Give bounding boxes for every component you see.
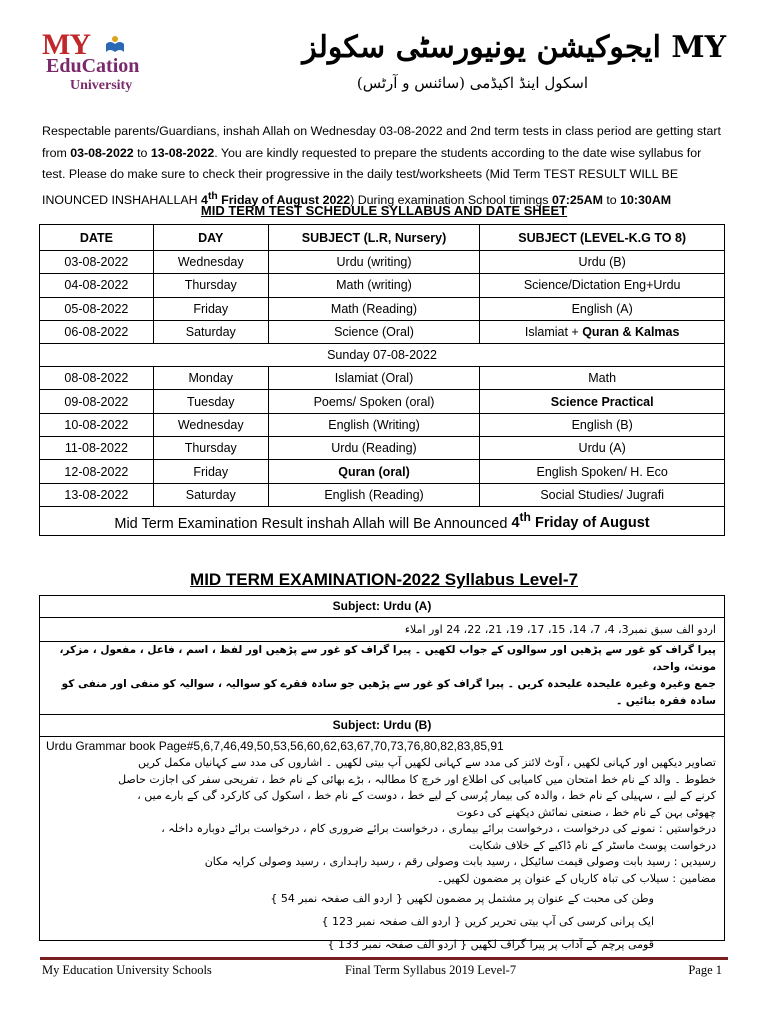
subject-cell: Science (Oral) [268,320,480,343]
table-row [40,274,725,297]
urdu-b-line: مضامین : سیلاب کی تباہ کاریاں کے عنوان پر مضمون لکھیں۔ [436,871,716,885]
urdu-school-subtitle: اسکول اینڈ اکیڈمی (سائنس و آرٹس) [356,74,588,92]
subject-cell: Math (Reading) [268,297,480,320]
subject-cell: Urdu (Reading) [268,437,480,460]
date-cell: 11-08-2022 [40,437,154,460]
footer-school-name: My Education University Schools [42,963,212,977]
header-subject-kg8: SUBJECT (LEVEL-K.G TO 8) [480,225,725,251]
header-date: DATE [40,225,154,251]
date-cell: 04-08-2022 [40,274,154,297]
urdu-b-line: چھوٹی بہن کے نام خط ، صنعتی نمائش دیکھنے کی دعوت [456,805,716,819]
subject-cell: Islamiat + Quran & Kalmas [480,320,725,343]
date-cell: 09-08-2022 [40,390,154,413]
subject-cell: Math (writing) [268,274,480,297]
urdu-a-lessons: اردو الف سبق نمبر3، 4، 7، 14، 15، 17، 19، 21، 22، 24 اور املاء [40,621,724,642]
table-row [40,483,725,506]
syllabus-table [39,595,725,951]
subject-cell: Urdu (A) [480,437,725,460]
day-cell: Friday [153,297,268,320]
subject-cell: Social Studies/ Jugrafi [480,483,725,506]
table-row [40,413,725,436]
day-cell: Thursday [153,437,268,460]
result-row [40,506,725,535]
urdu-b-content [40,737,724,956]
day-cell: Saturday [153,320,268,343]
table-header-row [40,225,725,251]
school-logo [40,28,158,98]
urdu-b-item: وطن کی محبت کے عنوان پر مشتمل پر مضمون لکھیں { اردو الف صفحہ نمبر 54 } [270,892,654,905]
date-cell: 03-08-2022 [40,251,154,274]
footer-divider [40,957,728,960]
logo-text-mid: EduCation [46,55,140,77]
table-row [40,367,725,390]
urdu-a-content [40,618,724,715]
table-row [40,390,725,413]
urdu-school-title: MY ایجوکیشن یونیورسٹی سکولز [302,30,726,65]
day-cell: Monday [153,367,268,390]
date-cell: 10-08-2022 [40,413,154,436]
subject-cell: Poems/ Spoken (oral) [268,390,480,413]
footer-document-title: Final Term Syllabus 2019 Level-7 [345,963,517,977]
date-cell: 05-08-2022 [40,297,154,320]
date-cell: 12-08-2022 [40,460,154,483]
subject-cell: Math [480,367,725,390]
day-cell: Wednesday [153,251,268,274]
sunday-holiday: Sunday 07-08-2022 [40,344,725,367]
header-subject-nursery: SUBJECT (L.R, Nursery) [268,225,480,251]
urdu-b-line: خطوط ۔ والد کے نام خط امتحان میں کامیابی کی اطلاع اور خرچ کا مطالبہ ، بڑے بھائی کے نام خط ، تفریحی سفر کی اجازت حاصل [118,772,716,786]
subject-cell: English Spoken/ H. Eco [480,460,725,483]
subject-cell: English (Reading) [268,483,480,506]
logo-text-bottom: University [70,78,133,93]
logo-text-top: MY [42,28,90,61]
result-announcement: Mid Term Examination Result inshah Allah will Be Announced 4th Friday of August [40,506,725,535]
urdu-a-paragraph-1: پیرا گراف کو غور سے پڑھیں اور سوالوں کے جواب لکھیں ۔ پیرا گراف کو غور سے پڑھیں اور لفظ ، اسم ، فاعل ، مفعول ، مزکر، مونث، واحد، [59,644,716,673]
day-cell: Saturday [153,483,268,506]
header-day: DAY [153,225,268,251]
footer-page-number: Page 1 [688,963,722,977]
table-row [40,251,725,274]
subject-cell: Islamiat (Oral) [268,367,480,390]
subject-cell: English (B) [480,413,725,436]
table-row [40,460,725,483]
urdu-b-line: رسیدیں : رسید بابت وصولی قیمت سائیکل ، رسید بابت وصولی رقم ، رسید راہداری ، رسید وصولی کرایہ مکان [204,855,716,868]
subject-cell: Science Practical [480,390,725,413]
subject-cell: English (A) [480,297,725,320]
day-cell: Tuesday [153,390,268,413]
urdu-b-line: تصاویر دیکھیں اور کہانی لکھیں ، آوٹ لائنز کی مدد سے کہانی لکھیں آپ بیتی لکھیں ۔ اشاروں کی مدد سے کہانیاں مکمل کریں [138,756,716,769]
table-row [40,297,725,320]
urdu-b-line: کرنے کے لیے ، سہیلی کے نام خط ، والدہ کی بیمار پُرسی کے لیے خط ، دوست کے نام خط ، اسکول کی کارکرد گی کے بارے میں ، [137,789,716,802]
day-cell: Thursday [153,274,268,297]
urdu-b-line: درخواستیں : نمونے کی درخواست ، درخواست برائے بیماری ، درخواست برائے ضروری کام ، درخواست برائے دوبارہ داخلہ ، [161,822,716,835]
date-cell: 06-08-2022 [40,320,154,343]
subject-urdu-a-heading: Subject: Urdu (A) [40,596,724,618]
urdu-a-paragraph-2: جمع وغیرہ وغیرہ علیحدہ علیحدہ کریں ۔ پیرا گراف کو غور سے پڑھیں جو سادہ فقرے کو سوالیہ ، سوالیہ کو منفی اور منفی کو سادہ فقرہ بنائیں ۔ [61,678,716,707]
date-cell: 08-08-2022 [40,367,154,390]
intro-paragraph: Respectable parents/Guardians, inshah Allah on Wednesday 03-08-2022 and 2nd term tests in class period are getting start from 03-08-2022 to 13-08-2022. You are kindly requested to prepare the students according to the date wise syllabus for test. Please do make sure to check their progressive in the daily test/worksheets (Mid Term TEST RESULT WILL BE INOUNCED INSHAHALLAH 4th Friday of August 2022) During examination School timings 07:25AM to 10:30AM [42,124,721,207]
schedule-table [39,224,725,536]
sunday-row [40,344,725,367]
syllabus-title: MID TERM EXAMINATION-2022 Syllabus Level-7 [190,570,578,589]
day-cell: Wednesday [153,413,268,436]
book-icon [104,34,126,54]
schedule-title: MID TERM TEST SCHEDULE SYLLABUS AND DATE SHEET [200,203,568,218]
date-cell: 13-08-2022 [40,483,154,506]
subject-cell: Urdu (B) [480,251,725,274]
urdu-b-line: درخواست پوسٹ ماسٹر کے نام ڈاکیے کے خلاف شکایت [468,838,716,852]
table-row [40,320,725,343]
subject-cell: Science/Dictation Eng+Urdu [480,274,725,297]
urdu-b-item: قومی پرچم کے آداب پر پیرا گراف لکھیں { اردو الف صفحہ نمبر 133 } [327,938,654,951]
urdu-b-pages: Urdu Grammar book Page#5,6,7,46,49,50,53,56,60,62,63,67,70,73,76,80,82,83,85,91 [46,739,504,753]
table-row [40,437,725,460]
subject-cell: English (Writing) [268,413,480,436]
subject-cell: Quran (oral) [268,460,480,483]
urdu-b-item: ایک پرانی کرسی کی آپ بیتی تحریر کریں { اردو الف صفحہ نمبر 123 } [321,915,654,928]
day-cell: Friday [153,460,268,483]
subject-cell: Urdu (writing) [268,251,480,274]
subject-urdu-b-heading: Subject: Urdu (B) [40,715,724,737]
